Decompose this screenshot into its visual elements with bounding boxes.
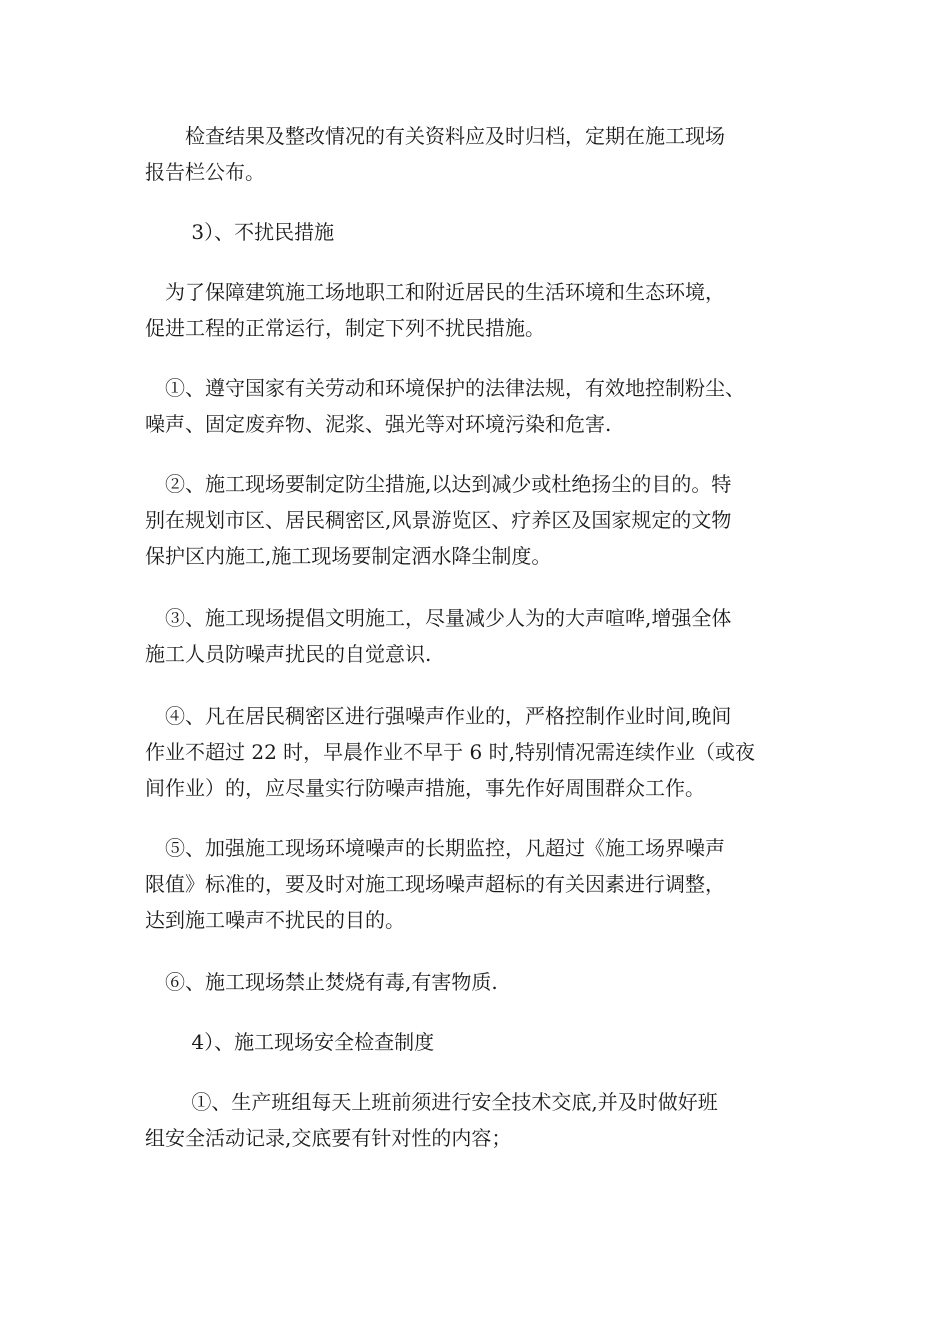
paragraph-archive-note	[145, 118, 825, 190]
text-line: ①、生产班组每天上班前须进行安全技术交底,并及时做好班	[145, 1090, 718, 1114]
text-line: 施工人员防噪声扰民的自觉意识.	[145, 642, 432, 666]
text-line: ②、施工现场要制定防尘措施,以达到减少或杜绝扬尘的目的。特	[145, 472, 732, 496]
text-line: ⑥、施工现场禁止焚烧有毒,有害物质.	[145, 970, 498, 994]
list-item-6	[145, 964, 825, 1000]
text-line: 作业不超过 22 时，早晨作业不早于 6 时,特别情况需连续作业（或夜	[145, 740, 755, 764]
safety-item-1	[145, 1084, 825, 1156]
text-line: 4）、施工现场安全检查制度	[145, 1030, 435, 1054]
text-line: 报告栏公布。	[145, 160, 265, 184]
text-line: 别在规划市区、居民稠密区,风景游览区、疗养区及国家规定的文物	[145, 508, 732, 532]
section-heading-3	[145, 214, 825, 250]
list-item-5	[145, 830, 825, 938]
list-item-2	[145, 466, 825, 574]
paragraph-intro	[145, 274, 825, 346]
text-line: 检查结果及整改情况的有关资料应及时归档，定期在施工现场	[145, 124, 725, 148]
text-line: 保护区内施工,施工现场要制定洒水降尘制度。	[145, 544, 552, 568]
text-line: 限值》标准的，要及时对施工现场噪声超标的有关因素进行调整，	[145, 872, 725, 896]
text-line: 组安全活动记录,交底要有针对性的内容；	[145, 1126, 512, 1150]
text-line: ③、施工现场提倡文明施工，尽量减少人为的大声喧哗,增强全体	[145, 606, 732, 630]
section-heading-4	[145, 1024, 825, 1060]
text-line: ⑤、加强施工现场环境噪声的长期监控，凡超过《施工场界噪声	[145, 836, 725, 860]
text-line: 达到施工噪声不扰民的目的。	[145, 908, 405, 932]
list-item-4	[145, 698, 825, 806]
text-line: 噪声、固定废弃物、泥浆、强光等对环境污染和危害.	[145, 412, 612, 436]
text-line: 为了保障建筑施工场地职工和附近居民的生活环境和生态环境，	[145, 280, 725, 304]
text-line: 促进工程的正常运行，制定下列不扰民措施。	[145, 316, 545, 340]
text-line: ④、凡在居民稠密区进行强噪声作业的，严格控制作业时间,晚间	[145, 704, 732, 728]
list-item-1	[145, 370, 825, 442]
text-line: 间作业）的，应尽量实行防噪声措施，事先作好周围群众工作。	[145, 776, 705, 800]
list-item-3	[145, 600, 825, 672]
text-line: ①、遵守国家有关劳动和环境保护的法律法规，有效地控制粉尘、	[145, 376, 745, 400]
text-line: 3）、不扰民措施	[145, 220, 335, 244]
